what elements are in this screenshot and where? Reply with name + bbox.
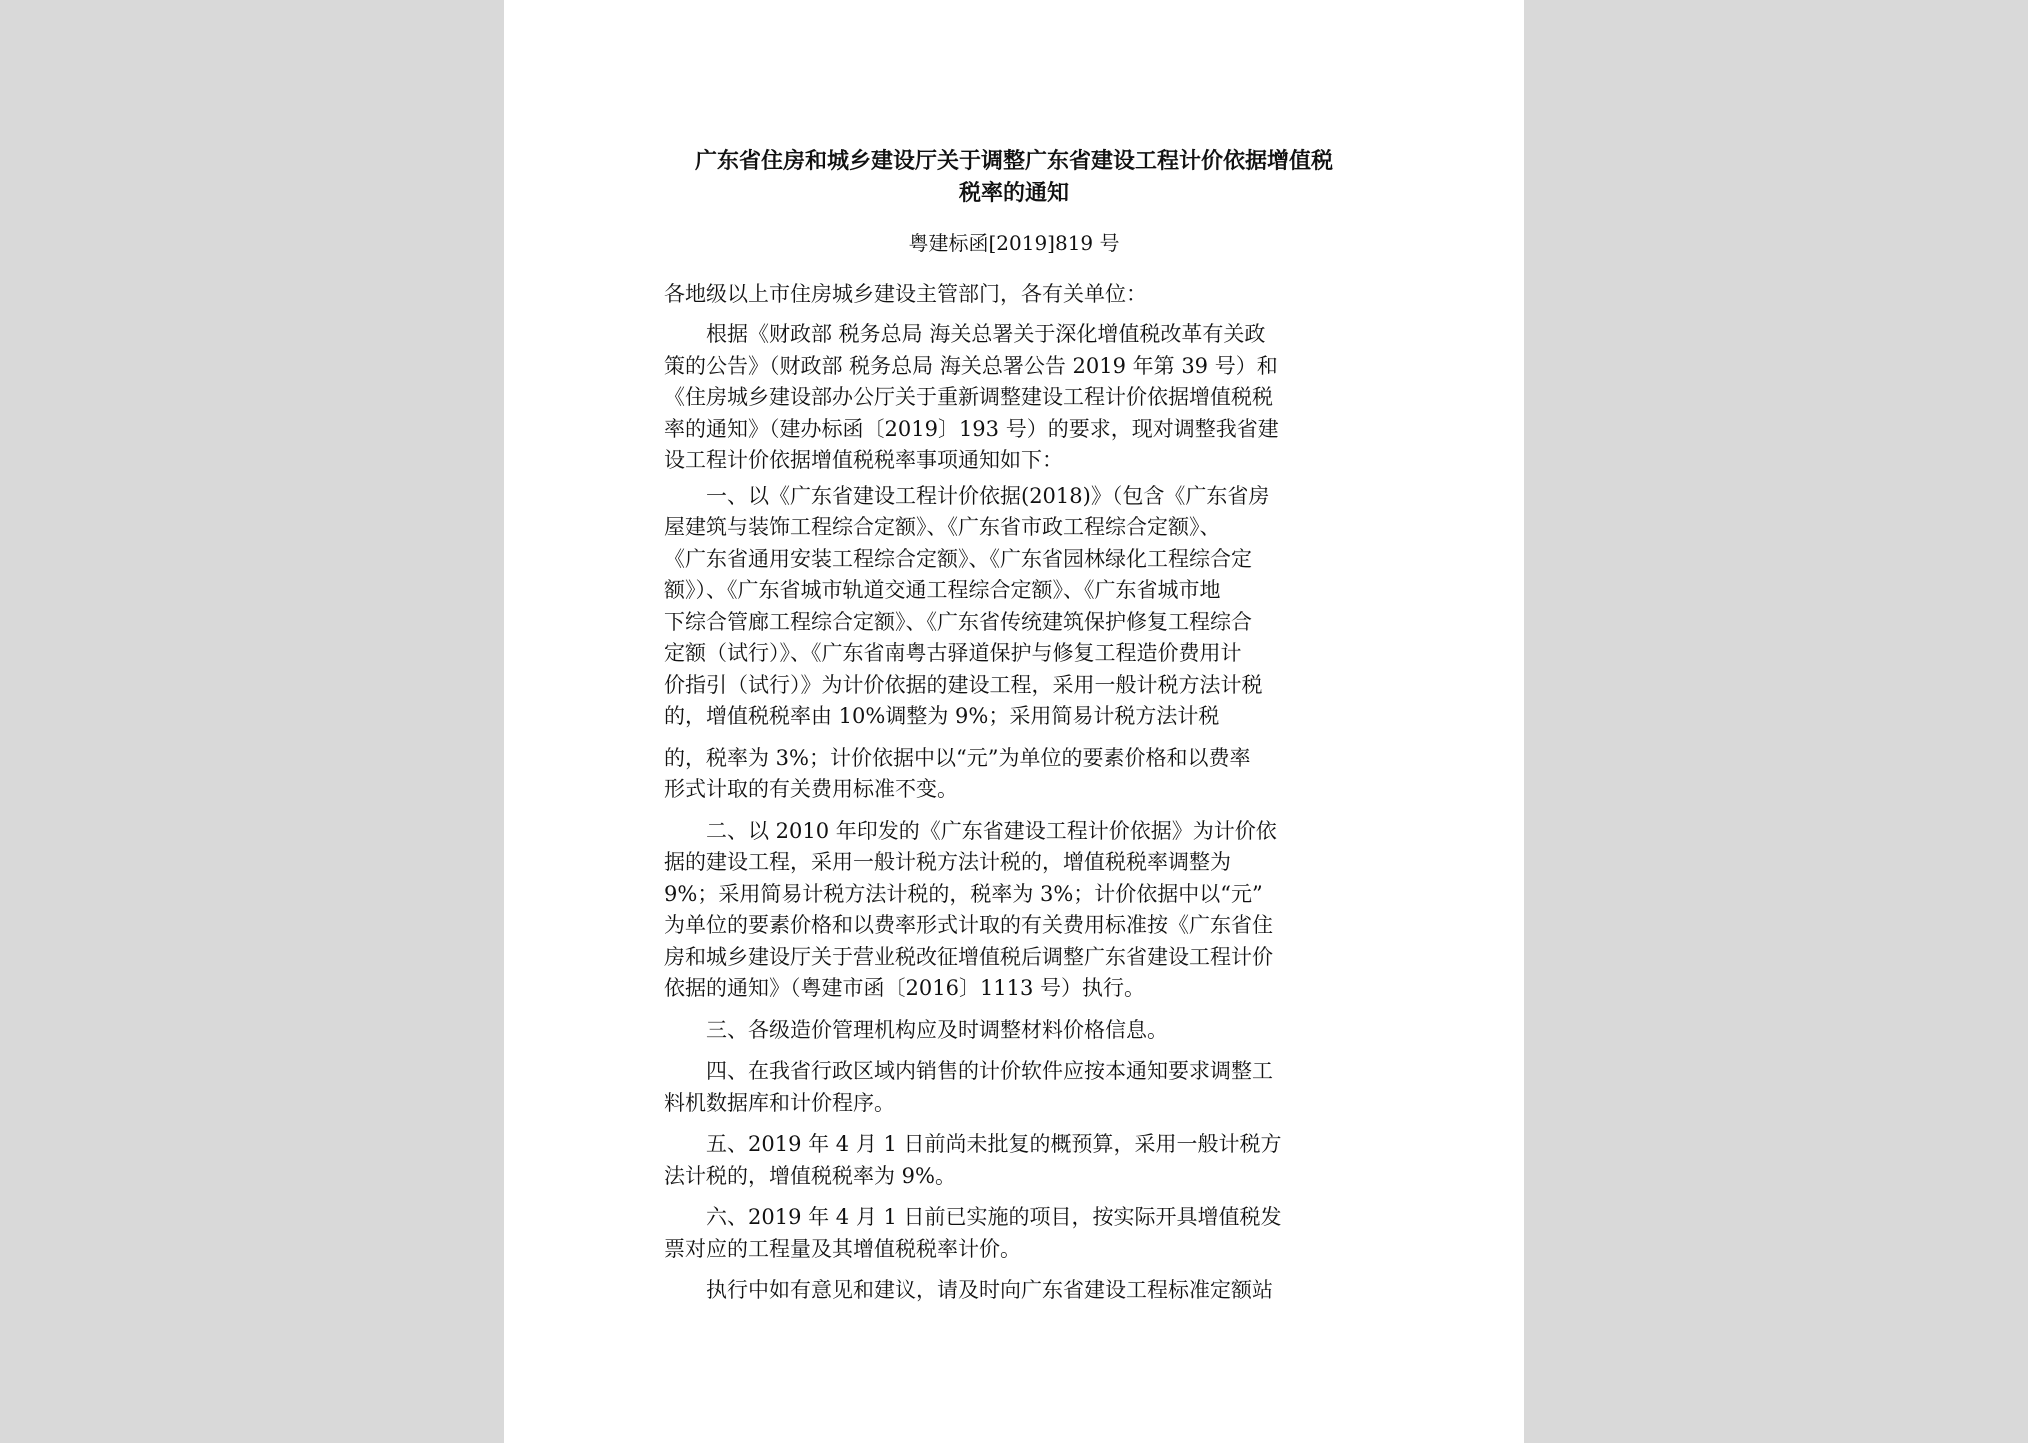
- item-4-line: 料机数据库和计价程序。: [664, 1090, 895, 1115]
- item-4-paragraph: [664, 1056, 1364, 1119]
- document-title: [664, 145, 1364, 209]
- item-1-paragraph: [664, 481, 1364, 733]
- item-5-line: 五、2019 年 4 月 1 日前尚未批复的概预算，采用一般计税方: [706, 1132, 1282, 1156]
- intro-line: 策的公告》（财政部 税务总局 海关总署公告 2019 年第 39 号）和: [664, 353, 1278, 378]
- item-3-paragraph: [664, 1015, 1364, 1047]
- item-1-line: 屋建筑与装饰工程综合定额》、《广东省市政工程综合定额》、: [664, 515, 1221, 539]
- item-1-line: 定额（试行）》、《广东省南粤古驿道保护与修复工程造价费用计: [664, 641, 1242, 665]
- item-6-line: 票对应的工程量及其增值税税率计价。: [664, 1236, 1021, 1261]
- addressee: 各地级以上市住房城乡建设主管部门，各有关单位：: [664, 282, 1147, 306]
- item-1-line: 价指引（试行）》为计价依据的建设工程，采用一般计税方法计税: [664, 672, 1263, 697]
- title-line-1: 广东省住房和城乡建设厅关于调整广东省建设工程计价依据增值税: [694, 148, 1333, 174]
- title-line-2: 税率的通知: [958, 180, 1069, 206]
- item-5-line: 法计税的，增值税税率为 9%。: [664, 1163, 956, 1188]
- document-page: [504, 0, 1524, 1443]
- item-1-line: 额》）、《广东省城市轨道交通工程综合定额》、《广东省城市地: [664, 578, 1221, 602]
- item-1-line: 下综合管廊工程综合定额》、《广东省传统建筑保护修复工程综合: [664, 609, 1252, 634]
- intro-paragraph: [664, 319, 1364, 477]
- item-2-line: 据的建设工程，采用一般计税方法计税的，增值税税率调整为: [664, 850, 1231, 874]
- item-2-line: 9%；采用简易计税方法计税的，税率为 3%；计价依据中以“元”: [664, 881, 1263, 906]
- item-6-line: 六、2019 年 4 月 1 日前已实施的项目，按实际开具增值税发: [706, 1205, 1282, 1229]
- document-content: [664, 145, 1364, 1307]
- item-4-line: 四、在我省行政区域内销售的计价软件应按本通知要求调整工: [706, 1059, 1273, 1083]
- item-1-cont-line: 形式计取的有关费用标准不变。: [664, 777, 958, 801]
- closing-paragraph: [664, 1275, 1364, 1307]
- item-1-continuation: [664, 743, 1364, 806]
- item-2-line: 房和城乡建设厅关于营业税改征增值税后调整广东省建设工程计价: [664, 944, 1273, 969]
- intro-line: 率的通知》（建办标函〔2019〕193 号）的要求，现对调整我省建: [664, 416, 1279, 441]
- item-1-line: 的，增值税税率由 10%调整为 9%；采用简易计税方法计税: [664, 704, 1220, 728]
- intro-line: 《住房城乡建设部办公厅关于重新调整建设工程计价依据增值税税: [664, 385, 1273, 409]
- item-1-cont-line: 的，税率为 3%；计价依据中以“元”为单位的要素价格和以费率: [664, 745, 1251, 770]
- document-number: 粤建标函[2019]819 号: [908, 231, 1120, 255]
- intro-line: 设工程计价依据增值税税率事项通知如下：: [664, 448, 1063, 472]
- item-2-line: 为单位的要素价格和以费率形式计取的有关费用标准按《广东省住: [664, 913, 1273, 937]
- item-1-line: 《广东省通用安装工程综合定额》、《广东省园林绿化工程综合定: [664, 546, 1252, 571]
- item-5-paragraph: [664, 1129, 1364, 1192]
- item-1-line: 一、以《广东省建设工程计价依据(2018)》（包含《广东省房: [706, 483, 1270, 508]
- item-2-line: 二、以 2010 年印发的《广东省建设工程计价依据》为计价依: [706, 818, 1277, 843]
- item-6-paragraph: [664, 1202, 1364, 1265]
- item-2-line: 依据的通知》（粤建市函〔2016〕1113 号）执行。: [664, 976, 1146, 1000]
- item-2-paragraph: [664, 816, 1364, 1005]
- closing-line: 执行中如有意见和建议，请及时向广东省建设工程标准定额站: [706, 1278, 1273, 1302]
- intro-line: 根据《财政部 税务总局 海关总署关于深化增值税改革有关政: [706, 322, 1266, 346]
- item-3-line: 三、各级造价管理机构应及时调整材料价格信息。: [706, 1017, 1168, 1042]
